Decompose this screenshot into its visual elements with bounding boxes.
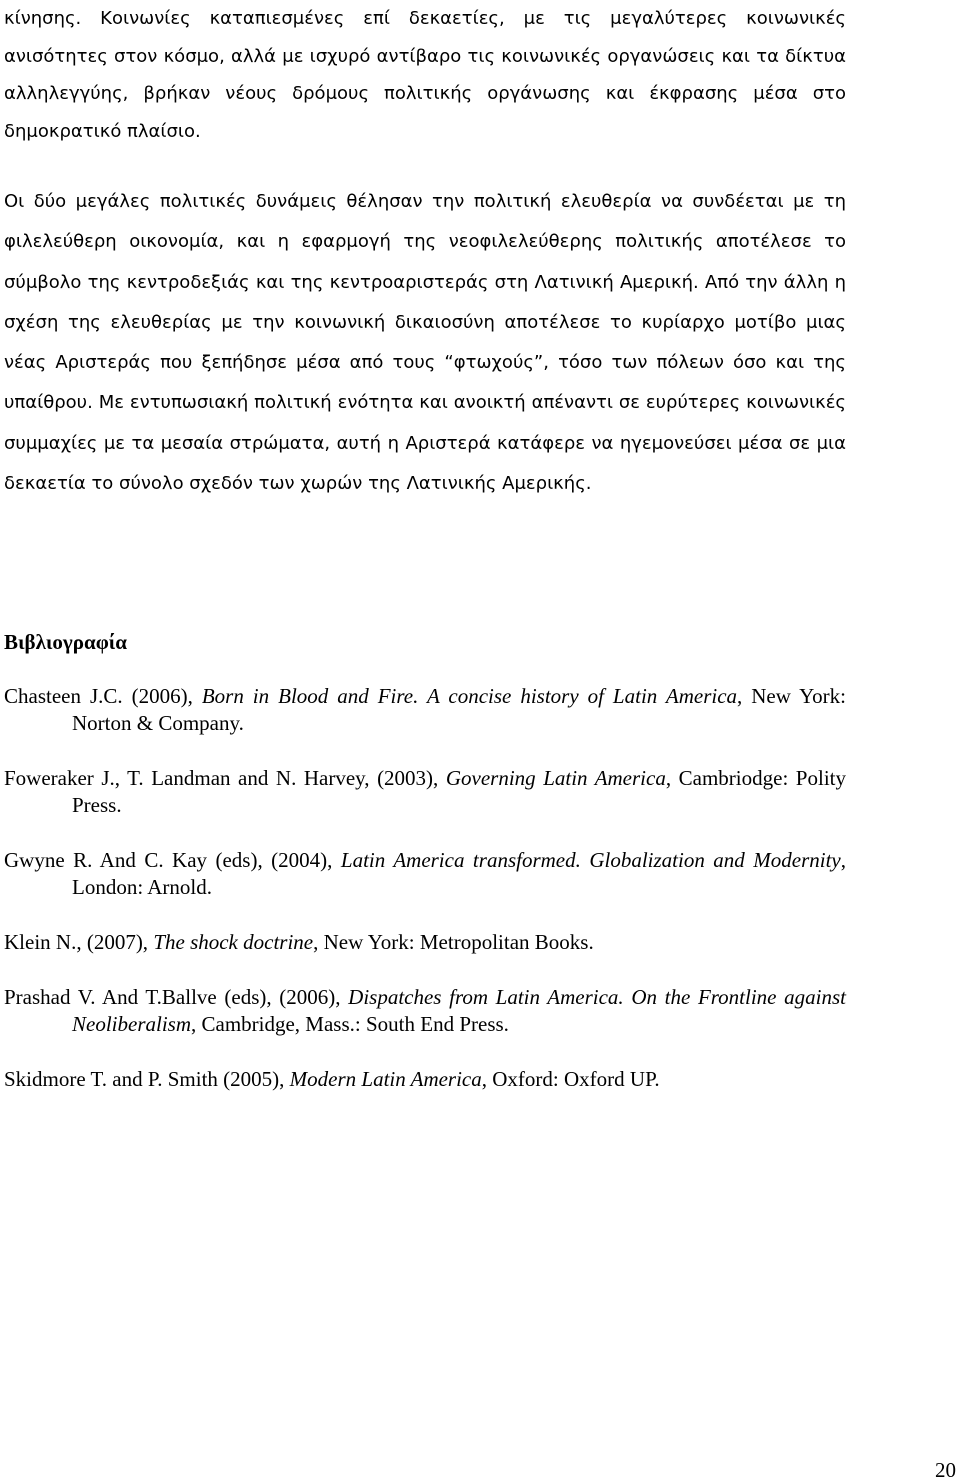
bibliography-list (4, 683, 846, 1121)
ref-publisher: , Oxford: Oxford UP. (481, 1067, 660, 1091)
ref-title: Governing Latin America (445, 766, 666, 790)
ref-title: Born in Blood and Fire. A concise history of Latin America (201, 684, 738, 708)
ref-title: Modern Latin America (289, 1067, 482, 1091)
ref-publisher: , New York: Metropolitan Books. (313, 930, 594, 954)
ref-publisher: , New York: Norton & Company. (72, 684, 846, 735)
bibliography-heading: Βιβλιογραφία (4, 630, 128, 654)
bibliography-entry (4, 765, 846, 819)
ref-publisher: , London: Arnold. (72, 848, 846, 899)
ref-authors: Klein N., (2007), (4, 930, 154, 954)
ref-publisher: , Cambriodge: Polity Press. (72, 766, 846, 817)
ref-title: Latin America transformed. Globalization and Modernity (340, 848, 841, 872)
bibliography-entry (4, 683, 846, 737)
bibliography-entry (4, 984, 846, 1038)
ref-title: Dispatches from Latin America. On the Frontline against Neoliberalism (72, 985, 846, 1036)
body-paragraph-2: Οι δύο μεγάλες πολιτικές δυνάμεις θέλησαν την πολιτική ελευθερία να συνδέεται με τη φιλελεύθερη οικονομία, και η εφαρμογή της νεοφιλελεύθερης πολιτικής αποτέλεσε το σύμβολο της κεντροδεξιάς και της κεντροαριστεράς στη Λατινική Αμερική. Από την άλλη η σχέση της ελευθερίας με την κοινωνική δικαιοσύνη αποτέλεσε το κυρίαρχο μοτίβο μιας νέας Αριστεράς που ξεπήδησε μέσα από τους “φτωχούς”, τόσο των πόλεων όσο και της υπαίθρου. Με εντυπωσιακή πολιτική ενότητα και ανοικτή απέναντι σε ευρύτερες κοινωνικές συμμαχίες με τα μεσαία στρώματα, αυτή η Αριστερά κατάφερε να ηγεμονεύσει μέσα σε μια δεκαετία το σύνολο σχεδόν των χωρών της Λατινικής Αμερικής. (4, 191, 846, 495)
ref-authors: Prashad V. And T.Ballve (eds), (2006), (4, 985, 349, 1009)
ref-title: The shock doctrine (153, 930, 314, 954)
bibliography-entry (4, 929, 846, 956)
ref-authors: Gwyne R. And C. Kay (eds), (2004), (4, 848, 341, 872)
ref-publisher: , Cambridge, Mass.: South End Press. (191, 1012, 509, 1036)
body-paragraph-1: κίνησης. Κοινωνίες καταπιεσμένες επί δεκαετίες, με τις μεγαλύτερες κοινωνικές ανισότητες στον κόσμο, αλλά με ισχυρό αντίβαρο τις κοινωνικές οργανώσεις και τα δίκτυα αλληλεγγύης, βρήκαν νέους δρόμους πολιτικής οργάνωσης και έκφρασης μέσα στο δημοκρατικό πλαίσιο. (4, 8, 846, 142)
ref-authors: Chasteen J.C. (2006), (4, 684, 202, 708)
ref-authors: Foweraker J., T. Landman and N. Harvey, (2003), (4, 766, 446, 790)
bibliography-entry (4, 1066, 846, 1093)
bibliography-entry (4, 847, 846, 901)
ref-authors: Skidmore T. and P. Smith (2005), (4, 1067, 290, 1091)
page-number: 20 (935, 1458, 956, 1482)
